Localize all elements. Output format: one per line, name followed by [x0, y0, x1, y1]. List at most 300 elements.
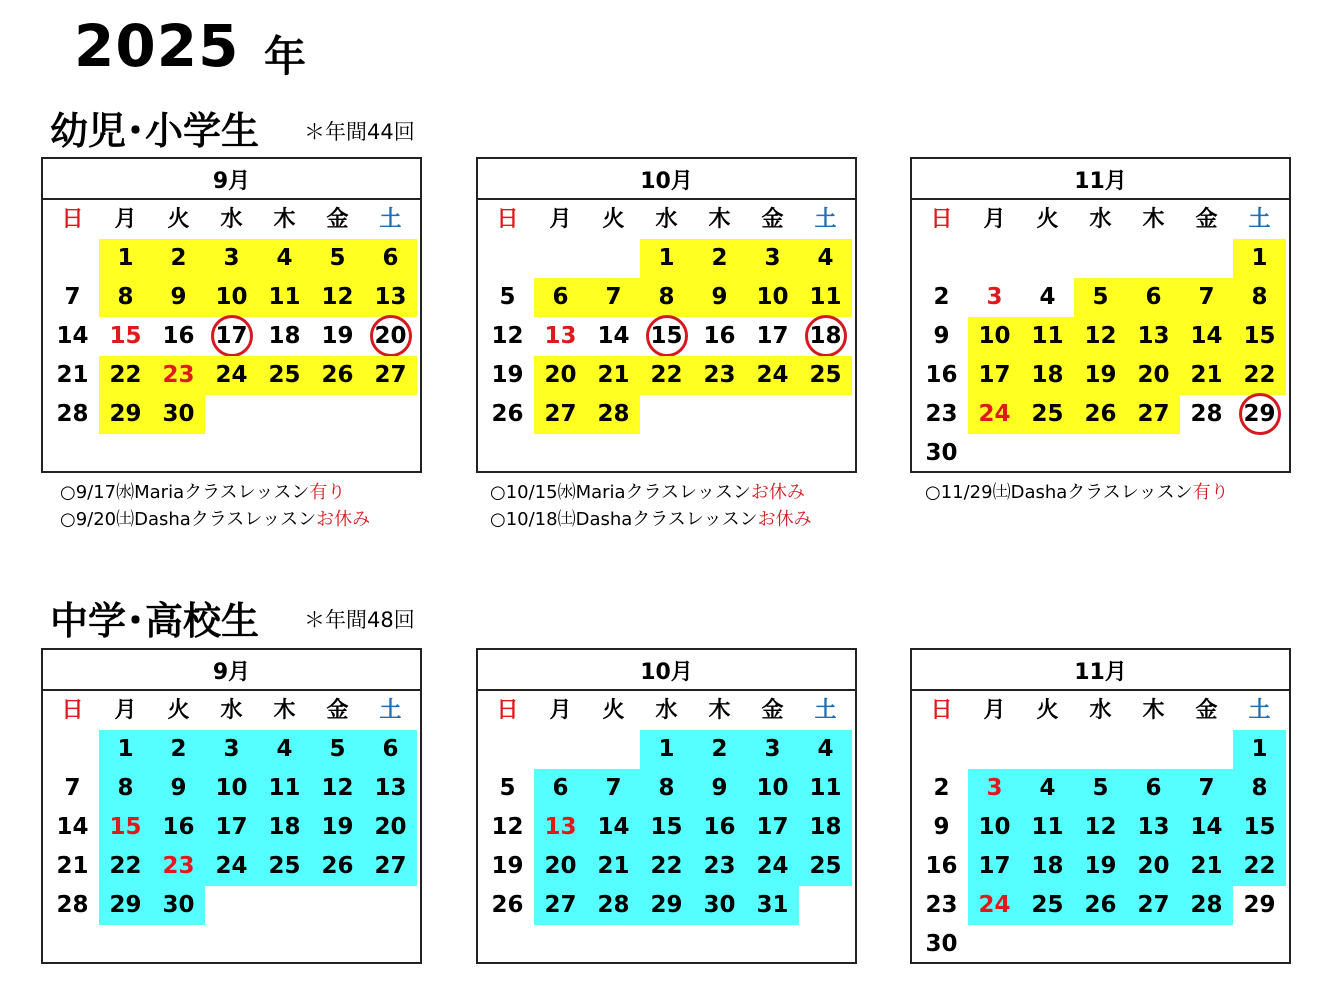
calendar-week [478, 808, 855, 847]
calendar-day: 26 [311, 847, 364, 886]
calendar-day: 29 [1243, 892, 1276, 918]
section-note-secondary: ＊年間48回 [304, 608, 415, 632]
calendar-day: 2 [933, 284, 950, 310]
calendar-month-title: 10月 [478, 159, 855, 200]
calendar-week [43, 886, 420, 925]
calendar-empty-cell [1074, 925, 1127, 964]
calendar-week [478, 769, 855, 808]
calendar-week [478, 730, 855, 769]
weekday-label: 木 [1142, 207, 1165, 232]
calendar-day: 3 [986, 284, 1003, 310]
calendar-day: 30 [152, 886, 205, 925]
calendar-day: 11 [799, 278, 852, 317]
calendar-day: 12 [311, 278, 364, 317]
note-item: ○9/17㈬Mariaクラスレッスン有り [60, 482, 346, 503]
calendar-week [912, 239, 1289, 278]
calendar-day: 24 [968, 886, 1021, 925]
calendar-empty-cell [46, 239, 99, 278]
calendar-day: 25 [258, 356, 311, 395]
calendar-empty-cell [968, 434, 1021, 473]
calendar-day: 26 [1074, 886, 1127, 925]
calendar-week [912, 808, 1289, 847]
calendar-empty-cell [1021, 925, 1074, 964]
calendar-week [912, 278, 1289, 317]
calendar-day: 21 [587, 847, 640, 886]
calendar-day: 15 [640, 317, 693, 356]
calendar-day: 23 [693, 356, 746, 395]
calendar-day: 1 [99, 730, 152, 769]
calendar-day: 20 [1127, 847, 1180, 886]
calendar-day: 26 [1074, 395, 1127, 434]
calendar-day: 15 [1233, 317, 1286, 356]
calendar-day: 16 [162, 323, 195, 349]
calendar-day: 27 [1127, 395, 1180, 434]
calendar-day: 14 [56, 814, 89, 840]
calendar-day: 20 [534, 847, 587, 886]
calendar-day: 14 [1180, 808, 1233, 847]
calendar-secondary-november [910, 648, 1291, 964]
calendar-day: 8 [99, 769, 152, 808]
calendar-day: 13 [1127, 808, 1180, 847]
calendar-day: 10 [205, 769, 258, 808]
section-note-elementary: ＊年間44回 [304, 120, 415, 144]
weekday-label: 日 [496, 698, 519, 723]
calendar-empty-cell [534, 239, 587, 278]
weekday-label: 金 [326, 698, 349, 723]
calendar-day: 10 [968, 317, 1021, 356]
calendar-day: 22 [99, 847, 152, 886]
calendar-empty-cell [799, 886, 852, 925]
calendar-day: 23 [152, 847, 205, 886]
calendar-empty-cell [587, 239, 640, 278]
calendar-day: 15 [1233, 808, 1286, 847]
calendar-day: 11 [1021, 808, 1074, 847]
calendar-empty-cell [640, 395, 693, 434]
calendar-empty-cell [205, 395, 258, 434]
calendar-day: 6 [364, 730, 417, 769]
calendar-empty-cell [364, 886, 417, 925]
calendar-day: 17 [205, 317, 258, 356]
weekday-label: 日 [496, 207, 519, 232]
note-item: ○11/29㈯Dashaクラスレッスン有り [925, 482, 1229, 503]
calendar-day: 19 [1074, 356, 1127, 395]
calendar-day: 10 [205, 278, 258, 317]
weekday-label: 木 [273, 207, 296, 232]
calendar-day: 12 [1074, 808, 1127, 847]
calendar-day: 10 [968, 808, 1021, 847]
calendar-empty-cell [205, 886, 258, 925]
calendar-day: 18 [799, 317, 852, 356]
calendar-day: 21 [1180, 356, 1233, 395]
calendar-day: 3 [746, 239, 799, 278]
calendar-day: 21 [587, 356, 640, 395]
calendar-day: 1 [1233, 239, 1286, 278]
weekday-label: 土 [379, 698, 402, 723]
weekday-label: 火 [167, 207, 190, 232]
calendar-week [43, 356, 420, 395]
calendar-week [478, 847, 855, 886]
calendar-day: 28 [587, 886, 640, 925]
weekday-header [912, 691, 1289, 730]
calendar-day: 5 [1074, 769, 1127, 808]
calendar-day: 22 [99, 356, 152, 395]
weekday-label: 木 [708, 207, 731, 232]
note-item: ○10/15㈬Mariaクラスレッスンお休み [490, 482, 805, 503]
calendar-elementary-october [476, 157, 857, 473]
calendar-day: 3 [205, 239, 258, 278]
calendar-day: 24 [968, 395, 1021, 434]
weekday-header [43, 200, 420, 239]
calendar-empty-cell [258, 886, 311, 925]
calendar-day: 3 [205, 730, 258, 769]
calendar-day: 15 [640, 808, 693, 847]
calendar-day: 4 [1039, 284, 1056, 310]
calendar-week [478, 317, 855, 356]
calendar-empty-cell [1180, 434, 1233, 473]
calendar-day: 5 [1074, 278, 1127, 317]
weekday-label: 土 [1248, 207, 1271, 232]
calendar-day: 7 [64, 284, 81, 310]
weekday-label: 月 [114, 207, 137, 232]
calendar-day: 8 [1233, 769, 1286, 808]
calendar-day: 19 [321, 323, 354, 349]
calendar-day: 2 [693, 730, 746, 769]
calendar-day: 23 [152, 356, 205, 395]
calendar-day: 23 [693, 847, 746, 886]
calendar-day: 28 [587, 395, 640, 434]
year-suffix: 年 [264, 32, 307, 81]
weekday-label: 火 [602, 207, 625, 232]
calendar-day: 4 [258, 239, 311, 278]
calendar-day: 19 [491, 362, 524, 388]
calendar-empty-cell [534, 730, 587, 769]
calendar-day: 15 [99, 808, 152, 847]
calendar-empty-cell [1074, 239, 1127, 278]
note-item: ○9/20㈯Dashaクラスレッスンお休み [60, 509, 371, 530]
calendar-day: 24 [205, 847, 258, 886]
calendar-day: 16 [925, 853, 958, 879]
calendar-day: 23 [925, 401, 958, 427]
weekday-header [478, 691, 855, 730]
weekday-label: 水 [1089, 207, 1112, 232]
calendar-day: 21 [56, 853, 89, 879]
calendar-day: 9 [933, 814, 950, 840]
calendar-day: 17 [205, 808, 258, 847]
calendar-day: 15 [109, 323, 142, 349]
calendar-week [43, 239, 420, 278]
weekday-label: 火 [1036, 698, 1059, 723]
calendar-day: 4 [1021, 769, 1074, 808]
calendar-day: 22 [640, 847, 693, 886]
calendar-week [912, 925, 1289, 964]
calendar-week [912, 434, 1289, 473]
calendar-day: 29 [99, 395, 152, 434]
weekday-label: 金 [1195, 698, 1218, 723]
calendar-empty-cell [1074, 434, 1127, 473]
weekday-header [478, 200, 855, 239]
calendar-empty-cell [1180, 239, 1233, 278]
calendar-day: 1 [640, 730, 693, 769]
weekday-label: 木 [273, 698, 296, 723]
calendar-day: 12 [491, 814, 524, 840]
calendar-day: 8 [640, 769, 693, 808]
weekday-header [43, 691, 420, 730]
calendar-day: 22 [1233, 356, 1286, 395]
weekday-label: 水 [220, 207, 243, 232]
calendar-empty-cell [915, 239, 968, 278]
calendar-day: 6 [1127, 769, 1180, 808]
calendar-week [43, 278, 420, 317]
calendar-month-title: 10月 [478, 650, 855, 691]
calendar-day: 29 [1233, 395, 1286, 434]
calendar-month-title: 11月 [912, 159, 1289, 200]
calendar-empty-cell [1127, 730, 1180, 769]
calendar-day: 25 [1021, 886, 1074, 925]
calendar-day: 6 [534, 769, 587, 808]
calendar-empty-cell [1021, 239, 1074, 278]
calendar-day: 27 [1127, 886, 1180, 925]
calendar-day: 27 [534, 395, 587, 434]
calendar-day: 16 [703, 323, 736, 349]
calendar-empty-cell [1233, 925, 1286, 964]
calendar-day: 4 [799, 239, 852, 278]
weekday-label: 土 [814, 698, 837, 723]
calendar-day: 7 [587, 769, 640, 808]
calendar-day: 6 [364, 239, 417, 278]
calendar-empty-cell [46, 730, 99, 769]
calendar-empty-cell [968, 730, 1021, 769]
section-title-elementary: 幼児･小学生 [50, 109, 260, 153]
calendar-day: 12 [491, 323, 524, 349]
weekday-label: 水 [655, 207, 678, 232]
calendar-week [43, 847, 420, 886]
calendar-day: 1 [99, 239, 152, 278]
calendar-day: 19 [311, 808, 364, 847]
weekday-label: 水 [655, 698, 678, 723]
calendar-week [912, 395, 1289, 434]
calendar-day: 30 [693, 886, 746, 925]
calendar-day: 4 [258, 730, 311, 769]
calendar-week [912, 317, 1289, 356]
calendar-day: 10 [746, 278, 799, 317]
calendar-day: 28 [56, 401, 89, 427]
calendar-day: 13 [1127, 317, 1180, 356]
calendar-day: 25 [1021, 395, 1074, 434]
calendar-month-title: 9月 [43, 159, 420, 200]
calendar-day: 13 [364, 278, 417, 317]
calendar-week [478, 278, 855, 317]
calendar-day: 20 [534, 356, 587, 395]
calendar-day: 9 [152, 278, 205, 317]
calendar-day: 18 [1021, 847, 1074, 886]
calendar-day: 14 [597, 323, 630, 349]
calendar-day: 2 [933, 775, 950, 801]
calendar-day: 21 [56, 362, 89, 388]
calendar-empty-cell [1021, 730, 1074, 769]
section-title-secondary: 中学･高校生 [50, 599, 260, 643]
weekday-label: 水 [1089, 698, 1112, 723]
calendar-empty-cell [746, 395, 799, 434]
calendar-day: 20 [1127, 356, 1180, 395]
calendar-day: 11 [258, 278, 311, 317]
calendar-day: 29 [99, 886, 152, 925]
calendar-secondary-september [41, 648, 422, 964]
calendar-day: 9 [693, 278, 746, 317]
note-item: ○10/18㈯Dashaクラスレッスンお休み [490, 509, 812, 530]
calendar-day: 11 [799, 769, 852, 808]
calendar-day: 19 [1074, 847, 1127, 886]
calendar-day: 2 [152, 239, 205, 278]
year-title: 2025 [74, 12, 240, 80]
calendar-day: 30 [152, 395, 205, 434]
calendar-empty-cell [1233, 434, 1286, 473]
weekday-label: 月 [549, 207, 572, 232]
calendar-day: 23 [925, 892, 958, 918]
calendar-day: 20 [364, 317, 417, 356]
calendar-day: 13 [534, 808, 587, 847]
calendar-week [478, 356, 855, 395]
weekday-label: 月 [549, 698, 572, 723]
calendar-week [912, 356, 1289, 395]
calendar-day: 9 [933, 323, 950, 349]
calendar-empty-cell [915, 730, 968, 769]
calendar-day: 25 [799, 356, 852, 395]
calendar-day: 6 [534, 278, 587, 317]
calendar-day: 9 [152, 769, 205, 808]
calendar-day: 7 [64, 775, 81, 801]
calendar-empty-cell [364, 395, 417, 434]
calendar-week [912, 730, 1289, 769]
calendar-day: 1 [1233, 730, 1286, 769]
calendar-day: 24 [205, 356, 258, 395]
calendar-week [43, 317, 420, 356]
calendar-day: 17 [968, 847, 1021, 886]
calendar-day: 8 [99, 278, 152, 317]
weekday-label: 日 [930, 698, 953, 723]
weekday-label: 日 [61, 698, 84, 723]
calendar-week [912, 769, 1289, 808]
calendar-empty-cell [1021, 434, 1074, 473]
weekday-label: 木 [1142, 698, 1165, 723]
weekday-label: 水 [220, 698, 243, 723]
weekday-label: 月 [983, 207, 1006, 232]
calendar-day: 6 [1127, 278, 1180, 317]
weekday-label: 土 [379, 207, 402, 232]
weekday-label: 月 [983, 698, 1006, 723]
calendar-week [43, 395, 420, 434]
calendar-week [43, 769, 420, 808]
weekday-label: 土 [1248, 698, 1271, 723]
calendar-day: 17 [746, 808, 799, 847]
calendar-empty-cell [258, 395, 311, 434]
calendar-day: 26 [311, 356, 364, 395]
calendar-elementary-september [41, 157, 422, 473]
calendar-empty-cell [693, 395, 746, 434]
calendar-empty-cell [311, 886, 364, 925]
calendar-day: 16 [152, 808, 205, 847]
calendar-month-title: 11月 [912, 650, 1289, 691]
calendar-day: 30 [925, 440, 958, 466]
calendar-day: 7 [1180, 278, 1233, 317]
calendar-day: 5 [499, 775, 516, 801]
weekday-label: 火 [167, 698, 190, 723]
calendar-day: 18 [258, 808, 311, 847]
calendar-day: 8 [640, 278, 693, 317]
calendar-day: 27 [364, 847, 417, 886]
calendar-day: 4 [799, 730, 852, 769]
weekday-label: 金 [761, 207, 784, 232]
weekday-label: 月 [114, 698, 137, 723]
calendar-day: 9 [693, 769, 746, 808]
calendar-day: 13 [364, 769, 417, 808]
calendar-day: 24 [746, 847, 799, 886]
calendar-day: 28 [1180, 886, 1233, 925]
calendar-empty-cell [799, 395, 852, 434]
calendar-empty-cell [1127, 239, 1180, 278]
calendar-day: 22 [1233, 847, 1286, 886]
calendar-day: 21 [1180, 847, 1233, 886]
calendar-empty-cell [1127, 925, 1180, 964]
weekday-header [912, 200, 1289, 239]
weekday-label: 金 [1195, 207, 1218, 232]
calendar-day: 27 [534, 886, 587, 925]
weekday-label: 木 [708, 698, 731, 723]
calendar-week [478, 886, 855, 925]
calendar-empty-cell [968, 239, 1021, 278]
calendar-week [478, 395, 855, 434]
calendar-day: 17 [756, 323, 789, 349]
weekday-label: 日 [930, 207, 953, 232]
calendar-day: 8 [1233, 278, 1286, 317]
calendar-day: 20 [364, 808, 417, 847]
weekday-label: 火 [1036, 207, 1059, 232]
calendar-day: 14 [1180, 317, 1233, 356]
calendar-day: 14 [56, 323, 89, 349]
calendar-day: 13 [544, 323, 577, 349]
calendar-day: 19 [491, 853, 524, 879]
calendar-day: 28 [1190, 401, 1223, 427]
calendar-elementary-november [910, 157, 1291, 473]
weekday-label: 日 [61, 207, 84, 232]
calendar-empty-cell [1074, 730, 1127, 769]
calendar-day: 18 [1021, 356, 1074, 395]
calendar-day: 22 [640, 356, 693, 395]
calendar-day: 29 [640, 886, 693, 925]
weekday-label: 金 [761, 698, 784, 723]
calendar-day: 28 [56, 892, 89, 918]
calendar-day: 26 [491, 401, 524, 427]
calendar-day: 5 [311, 239, 364, 278]
calendar-day: 24 [746, 356, 799, 395]
calendar-day: 7 [1180, 769, 1233, 808]
calendar-day: 17 [968, 356, 1021, 395]
calendar-day: 27 [364, 356, 417, 395]
calendar-empty-cell [587, 730, 640, 769]
calendar-day: 3 [968, 769, 1021, 808]
calendar-day: 25 [258, 847, 311, 886]
calendar-empty-cell [968, 925, 1021, 964]
calendar-day: 3 [746, 730, 799, 769]
calendar-empty-cell [311, 395, 364, 434]
calendar-day: 18 [799, 808, 852, 847]
calendar-week [43, 730, 420, 769]
calendar-secondary-october [476, 648, 857, 964]
calendar-day: 26 [491, 892, 524, 918]
calendar-empty-cell [1180, 925, 1233, 964]
calendar-day: 16 [925, 362, 958, 388]
calendar-empty-cell [1180, 730, 1233, 769]
calendar-day: 2 [693, 239, 746, 278]
